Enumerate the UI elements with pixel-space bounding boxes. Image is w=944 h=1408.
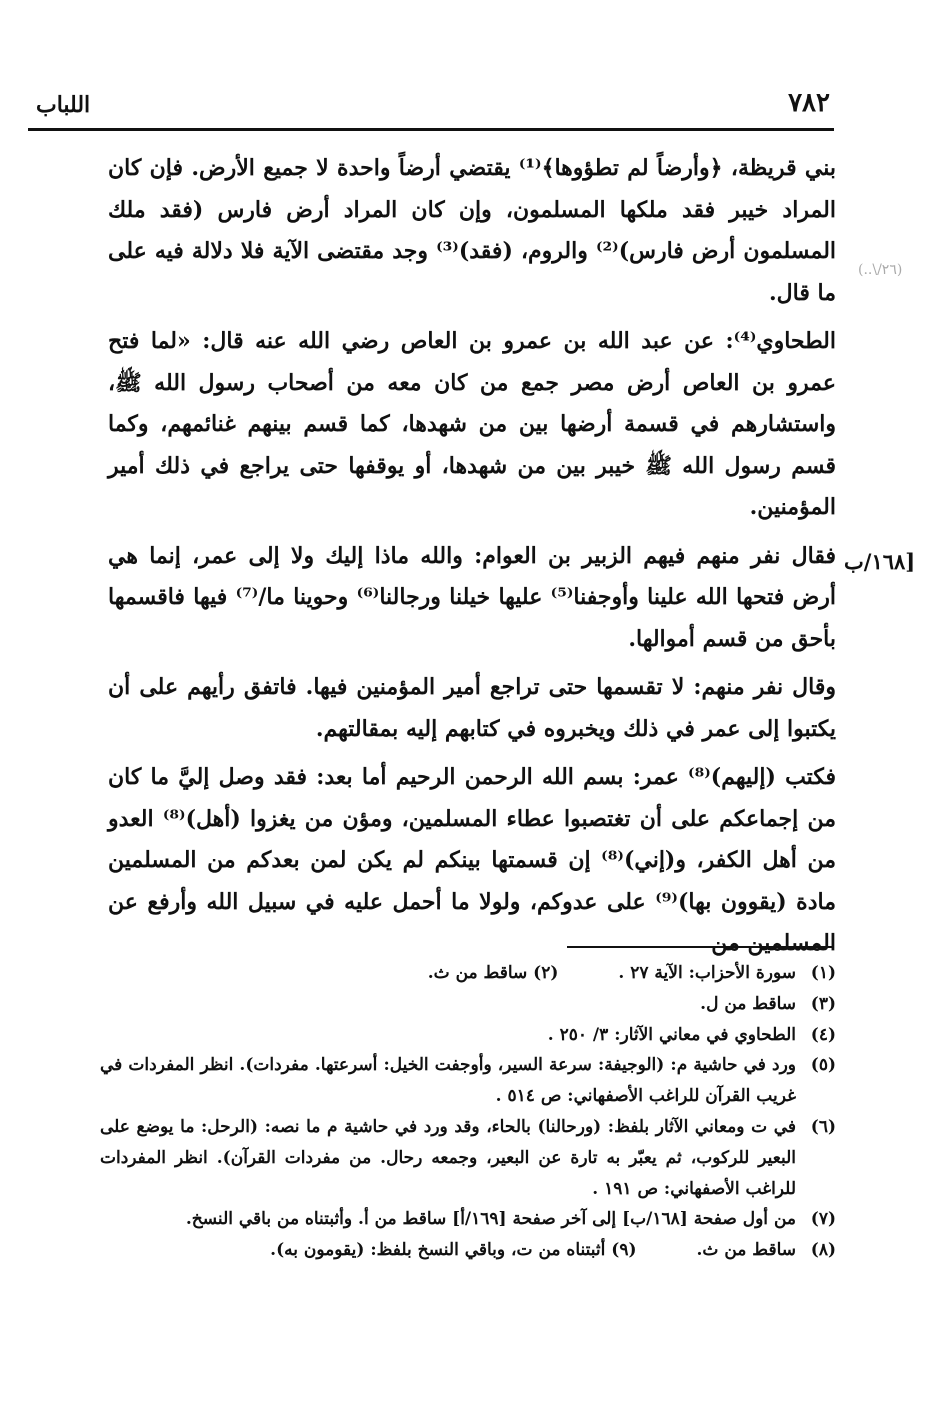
footnote-rule [567,946,833,948]
footnote-number: (٤) [810,1024,836,1045]
footnote-number: (١) [810,963,836,983]
footnotes [100,958,836,1266]
footnote-text: سورة الأحزاب: الآية ٢٧ . [618,963,796,983]
paragraph: فقال نفر منهم فيهم الزبير بن العوام: والله ماذا إليك ولا إلى عمر، إنما هي أرض فتحها الله علينا وأوجفنا⁽⁵⁾ عليها خيلنا ورجالنا⁽⁶⁾ وحوينا ما/⁽⁷⁾ فيها فاقسمها بأحق من قسم أموالها. [108,542,836,652]
paragraph: بني قريظة، ﴿وأرضاً لم تطؤوها﴾⁽¹⁾ يقتضي أرضاً واحدة لا جميع الأرض. فإن كان المراد خيبر فقد ملكها المسلمون، وإن كان المراد أرض فارس (فقد ملك المسلمون أرض فارس)⁽²⁾ والروم، (فقد)⁽³⁾ وجد مقتضى الآية فلا دلالة فيه على ما قال. [108,155,837,306]
footnote-text: (٢) ساقط من ث. [427,963,559,983]
footnote-number: (٨) [810,1240,836,1261]
footnote-text: في ت ومعاني الآثار بلفظ: (ورحالنا) بالحاء، وقد ورد في حاشية م ما نصه: (الرحل: ما يوضع على البعير للركوب، ثم يعبّر به تارة عن البعير، وجمعه رحال. من مفردات القرآن). انظر المفردات للراغب الأصفهاني: ص ١٩١ . [100,1116,796,1199]
margin-scan-mark: (..\/٢٦) [858,262,903,278]
header-rule [28,128,834,131]
footnote [100,1050,836,1112]
footnote-text: من أول صفحة [١٦٨/ب] إلى آخر صفحة [١٦٩/أ] ساقط من أ. وأثبتناه من باقي النسخ. [185,1209,796,1230]
footnote [100,989,836,1020]
footnote [100,958,836,989]
main-text [108,148,836,972]
margin-folio-note: ١٦٨/ب] [844,549,916,574]
footnote-text: ورد في حاشية م: (الوجيفة: سرعة السير، وأوجفت الخيل: أسرعتها. مفردات). انظر المفردات في غريب القرآن للراغب الأصفهاني: ص ٥١٤ . [100,1055,796,1107]
footnote [100,1235,836,1266]
page-header [30,88,830,128]
footnote-number: (٧) [810,1209,836,1230]
footnote-number: (٦) [810,1116,836,1137]
footnote-number: (٣) [810,993,836,1014]
footnote [100,1020,836,1051]
footnote [100,1112,836,1204]
page-number: ٧٨٢ [788,88,830,118]
footnote-text: ساقط من ل. [700,993,796,1014]
paragraph: فكتب (إليهم)⁽⁸⁾ عمر: بسم الله الرحمن الرحيم أما بعد: فقد وصل إليَّ ما كان من إجماعكم على أن تغتصبوا عطاء المسلمين، ومؤن من يغزوا (أهل)⁽⁸⁾ العدو من أهل الكفر، و(إني)⁽⁸⁾ إن قسمتها بينكم لم يكن لمن بعدكم من المسلمين مادة (يقوون بها)⁽⁹⁾ على عدوكم، ولولا ما أحمل عليه في سبيل الله وأرفع عن المسلمين من [108,764,837,956]
footnote-text: (٩) أثبتناه من ت، وباقي النسخ بلفظ: (يقومون به). [270,1240,637,1261]
paragraph: وقال نفر منهم: لا تقسمها حتى تراجع أمير المؤمنين فيها. فاتفق رأيهم على أن يكتبوا إلى عمر في ذلك ويخبروه في كتابهم إليه بمقالتهم. [108,674,836,742]
footnote-text: ساقط من ث. [696,1240,796,1261]
footnote [100,1204,836,1235]
footnote-text: الطحاوي في معاني الآثار: ٣/ ٢٥٠ . [547,1024,796,1045]
paragraph: الطحاوي⁽⁴⁾: عن عبد الله بن عمرو بن العاص رضي الله عنه قال: «لما فتح عمرو بن العاص أرض مصر جمع من كان معه من أصحاب رسول الله ﷺ، واستشارهم في قسمة أرضها بين من شهدها، كما قسم بينهم غنائمهم، وكما قسم رسول الله ﷺ خيبر بين من شهدها، أو يوقفها حتى يراجع في ذلك أمير المؤمنين. [108,328,837,520]
footnote-number: (٥) [810,1055,836,1076]
running-title: اللباب [36,92,91,118]
